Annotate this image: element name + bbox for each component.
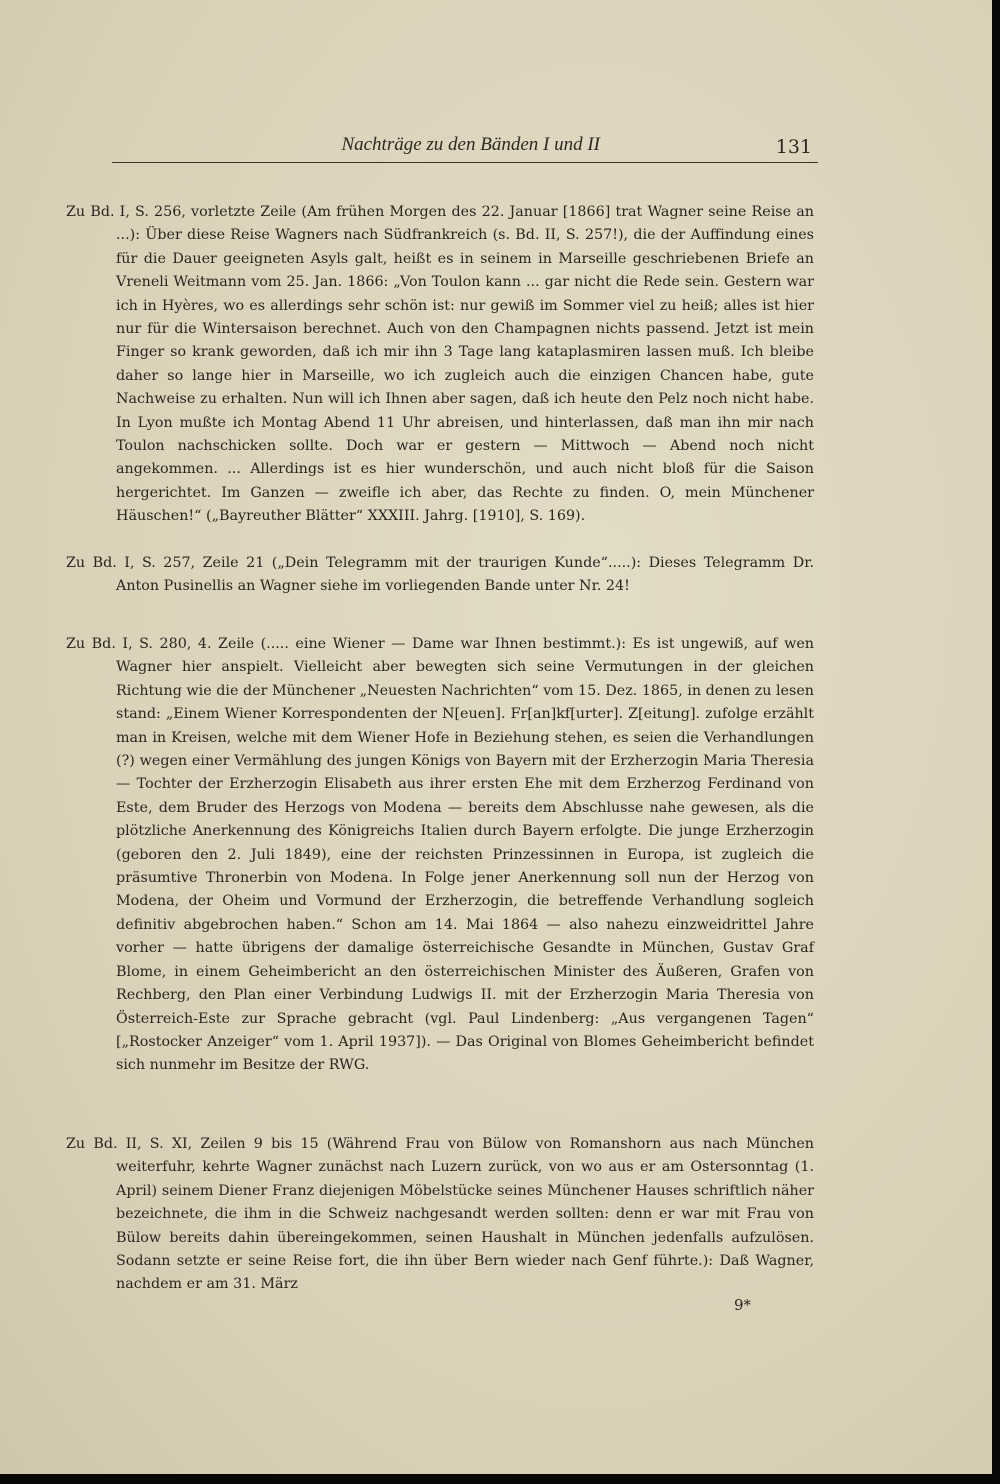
entry-bd1-s280 <box>66 633 814 1078</box>
entry-text: Zu Bd. I, S. 256, vorletzte Zeile (Am frühen Morgen des 22. Januar [1866] trat Wagner seine Reise an ...): Über diese Reise Wagners nach Südfrankreich (s. Bd. II, S. 257!), die der Auffindung eines für die Dauer geeigneten Asyls galt, heißt es in seinem in Marseille geschriebenen Briefe an Vreneli Weitmann vom 25. Jan. 1866: „Von Toulon kann ... gar nicht die Rede sein. Gestern war ich in Hyères, wo es allerdings sehr schön ist: nur gewiß im Sommer viel zu heiß; alles ist hier nur für die Wintersaison berechnet. Auch von den Champagnen nichts passend. Jetzt ist mein Finger so krank geworden, daß ich mir ihn 3 Tage lang kataplasmiren lassen muß. Ich bleibe daher so lange hier in Marseille, wo ich zugleich auch die einzigen Chancen habe, gute Nachweise zu erhalten. Nun will ich Ihnen aber sagen, daß ich heute den Pelz noch nicht habe. In Lyon mußte ich Montag Abend 11 Uhr abreisen, und hinterlassen, daß man ihn mir nach Toulon nachschicken sollte. Doch war er gestern — Mittwoch — Abend noch nicht angekommen. ... Allerdings ist es hier wunderschön, und auch nicht bloß für die Saison hergerichtet. Im Ganzen — zweifle ich aber, das Rechte zu finden. O, mein Münchener Häuschen!“ („Bayreuther Blätter“ XXXIII. Jahrg. [1910], S. 169). <box>66 204 814 525</box>
entry-bd2-sxi <box>66 1133 814 1297</box>
entry-text: Zu Bd. I, S. 280, 4. Zeile (..... eine Wiener — Dame war Ihnen bestimmt.): Es ist ungewiß, auf wen Wagner hier anspielt. Vielleicht aber bewegten sich seine Vermutungen in der gleichen Richtung wie die der Münchener „Neuesten Nachrichten“ vom 15. Dez. 1865, in denen zu lesen stand: „Einem Wiener Korrespondenten der N[euen]. Fr[an]kf[urter]. Z[eitung]. zufolge erzählt man in Kreisen, welche mit dem Wiener Hofe in Beziehung stehen, es seien die Verhandlungen (?) wegen einer Vermählung des jungen Königs von Bayern mit der Erzherzogin Maria Theresia — Tochter der Erzherzogin Elisabeth aus ihrer ersten Ehe mit dem Erzherzog Ferdinand von Este, dem Bruder des Herzogs von Modena — bereits dem Abschlusse nahe gewesen, als die plötzliche Anerkennung des Königreichs Italien durch Bayern erfolgte. Die junge Erzherzogin (geboren den 2. Juli 1849), eine der reichsten Prinzessinnen in Europa, ist zugleich die präsumtive Thronerbin von Modena. In Folge jener Anerkennung soll nun der Herzog von Modena, der Oheim und Vormund der Erzherzogin, die betreffende Verhandlung sogleich definitiv abgebrochen haben.“ Schon am 14. Mai 1864 — also nahezu einzweidrittel Jahre vorher — hatte übrigens der damalige österreichische Gesandte in München, Gustav Graf Blome, in einem Geheimbericht an den österreichischen Minister des Äußeren, Grafen von Rechberg, den Plan einer Verbindung Ludwigs II. mit der Erzherzogin Maria Theresia von Österreich-Este zur Sprache gebracht (vgl. Paul Lindenberg: „Aus vergangenen Tagen“ [„Rostocker Anzeiger“ vom 1. April 1937]). — Das Original von Blomes Geheimbericht befindet sich nunmehr im Besitze der RWG. <box>66 636 814 1074</box>
entry-text: Zu Bd. I, S. 257, Zeile 21 („Dein Telegramm mit der traurigen Kunde“.....): Dieses Telegramm Dr. Anton Pusinellis an Wagner siehe im vorliegenden Bande unter Nr. 24! <box>66 555 814 595</box>
page-number: 131 <box>775 136 812 158</box>
signature-mark: 9* <box>734 1296 752 1314</box>
entry-bd1-s256 <box>66 201 814 529</box>
entry-bd1-s257 <box>66 552 814 599</box>
running-header <box>112 128 818 163</box>
running-title: Nachträge zu den Bänden I und II <box>341 134 600 155</box>
entry-text: Zu Bd. II, S. XI, Zeilen 9 bis 15 (Während Frau von Bülow von Romanshorn aus nach München weiterfuhr, kehrte Wagner zunächst nach Luzern zurück, von wo aus er am Ostersonntag (1. April) seinem Diener Franz diejenigen Möbelstücke seines Münchener Hauses schriftlich näher bezeichnete, die ihm in die Schweiz nachgesandt werden sollten: denn er war mit Frau von Bülow bereits dahin übereingekommen, seinen Haushalt in München jedenfalls aufzulösen. Sodann setzte er seine Reise fort, die ihn über Bern wieder nach Genf führte.): Daß Wagner, nachdem er am 31. März <box>66 1136 814 1293</box>
